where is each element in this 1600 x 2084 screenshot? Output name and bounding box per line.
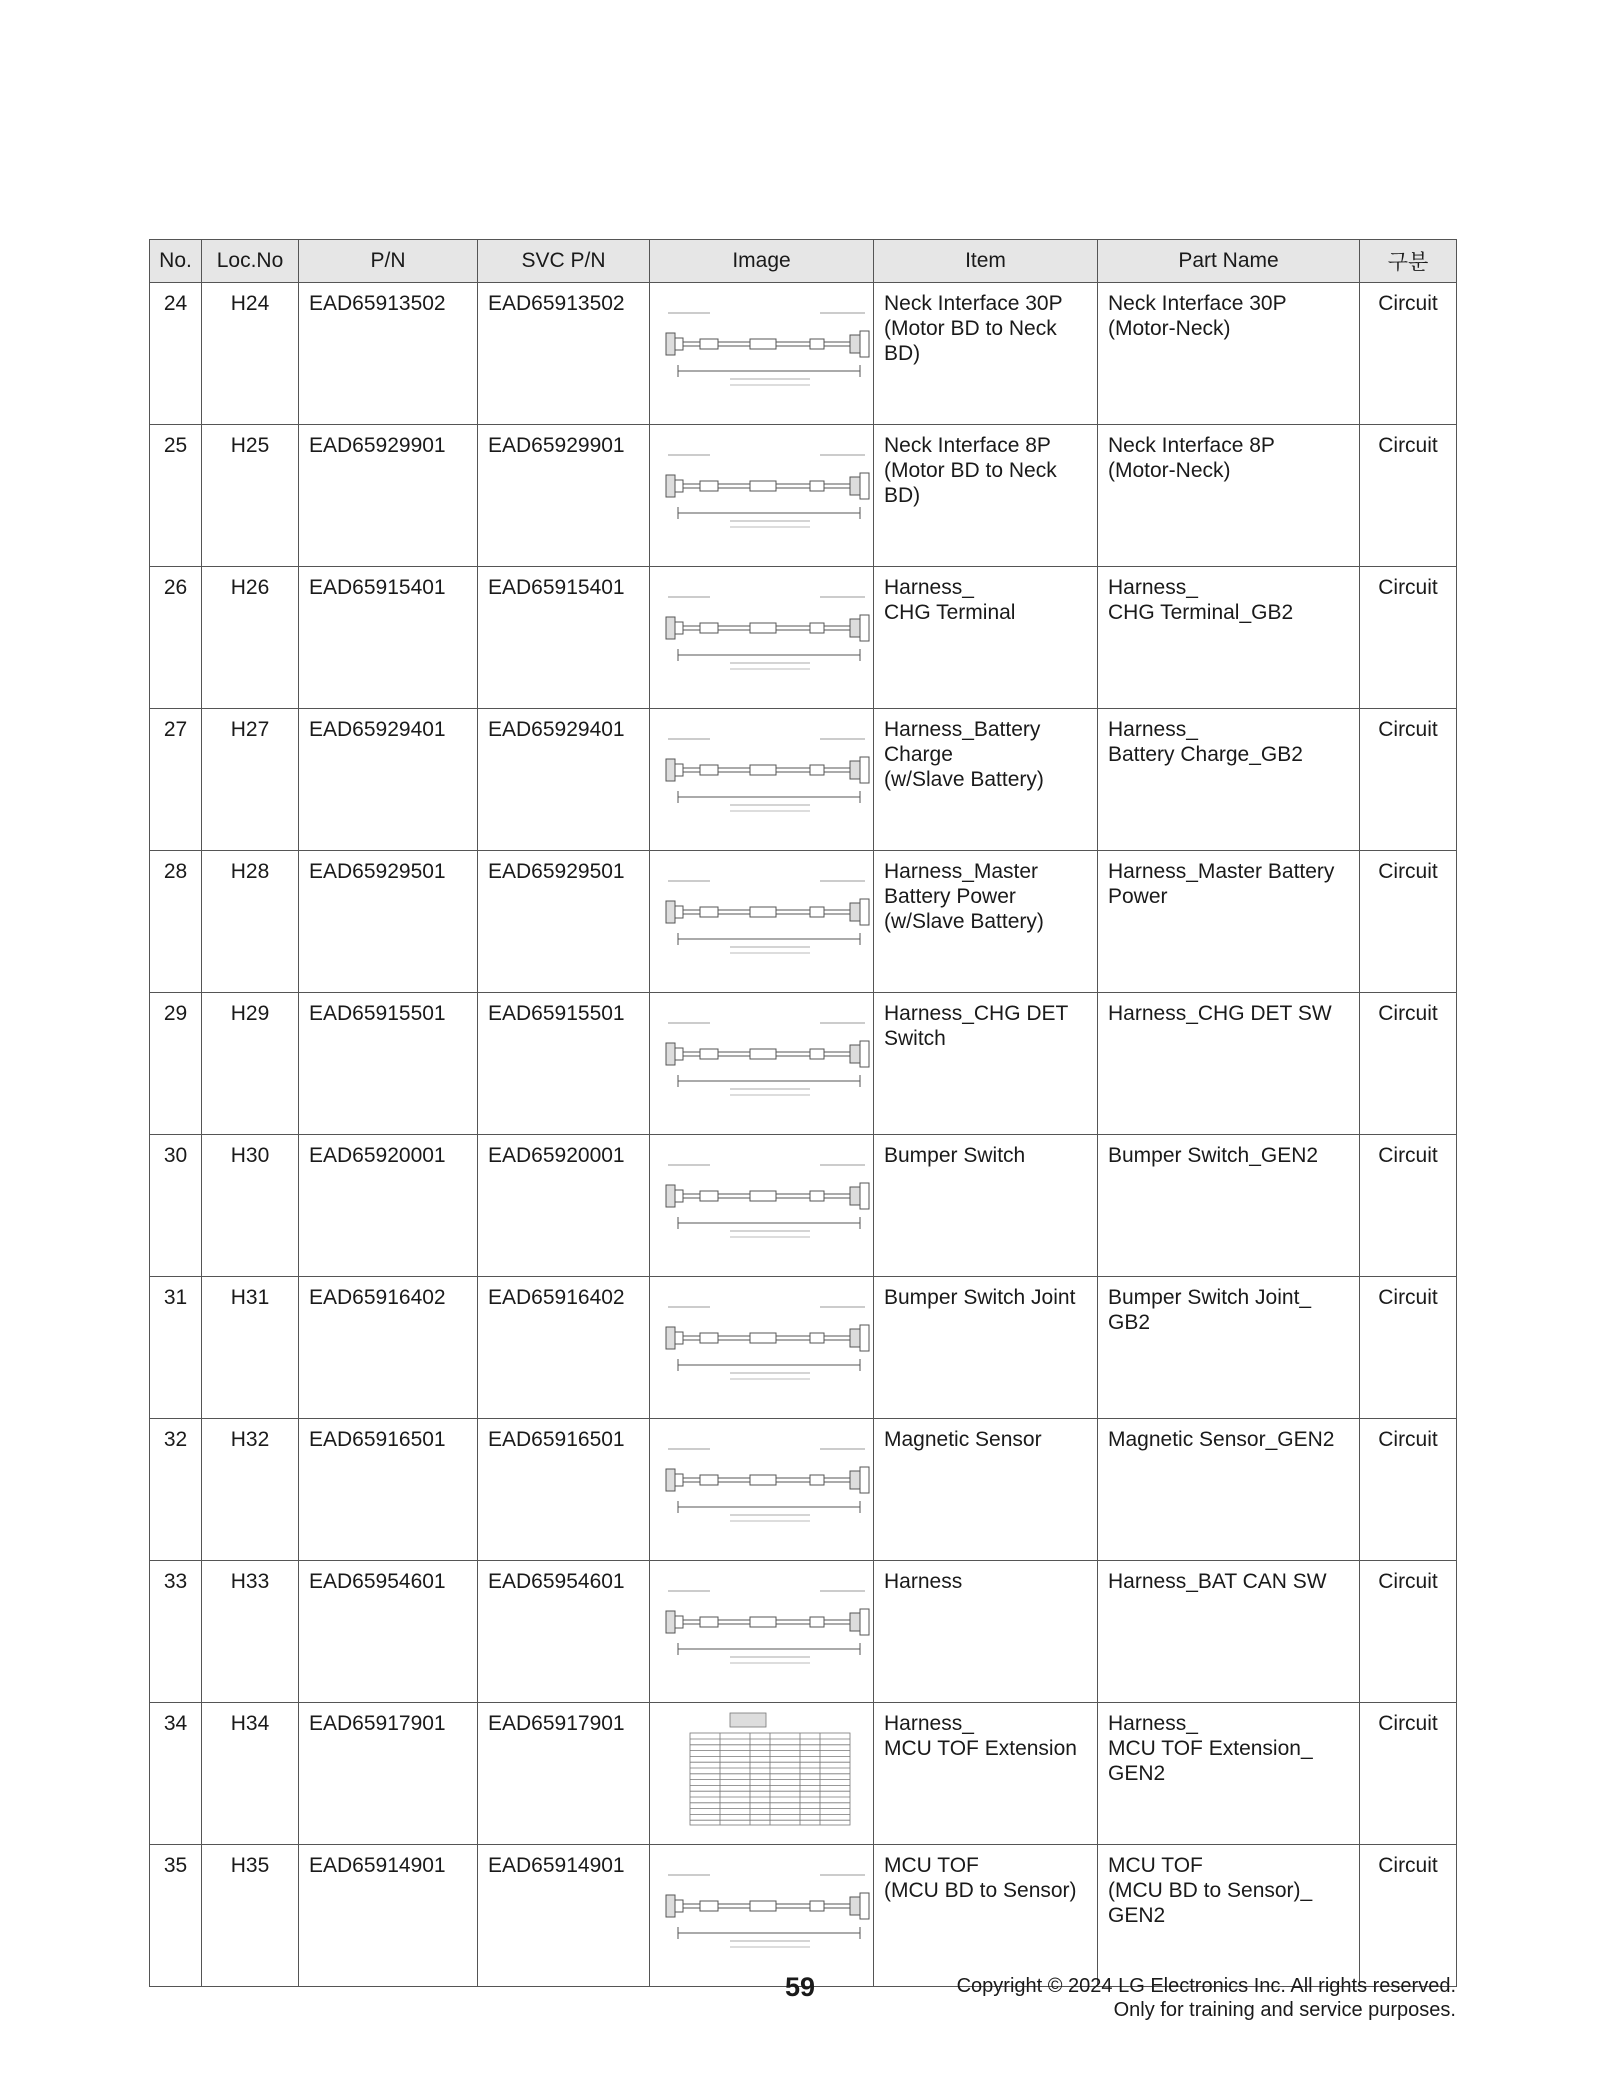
header-part-name: Part Name — [1098, 240, 1360, 283]
row-number: 28 — [150, 851, 202, 993]
item-description-line: (w/Slave Battery) — [884, 768, 1044, 791]
row-number: 32 — [150, 1419, 202, 1561]
location-number: H30 — [202, 1135, 299, 1277]
category: Circuit — [1360, 1419, 1457, 1561]
item-description-line: MCU TOF Extension — [884, 1737, 1077, 1760]
svc-part-number: EAD65916501 — [478, 1419, 650, 1561]
part-image — [650, 1845, 874, 1987]
table-row — [150, 1561, 1457, 1703]
table-row — [150, 993, 1457, 1135]
part-name — [1098, 1561, 1360, 1703]
part-name-line: Bumper Switch_GEN2 — [1108, 1144, 1319, 1167]
location-number: H32 — [202, 1419, 299, 1561]
category: Circuit — [1360, 1561, 1457, 1703]
part-name-line: Neck Interface 8P — [1108, 434, 1275, 457]
item-description — [874, 851, 1098, 993]
item-description-line: Harness_ — [884, 576, 974, 599]
item-description-line: (w/Slave Battery) — [884, 910, 1044, 933]
part-number: EAD65920001 — [299, 1135, 478, 1277]
item-description-line: BD) — [884, 484, 921, 507]
category: Circuit — [1360, 283, 1457, 425]
location-number: H34 — [202, 1703, 299, 1845]
item-description-line: Harness_Master — [884, 860, 1039, 883]
item-description-line: (Motor BD to Neck — [884, 317, 1057, 340]
part-name-line: Harness_BAT CAN SW — [1108, 1570, 1327, 1593]
part-number: EAD65916402 — [299, 1277, 478, 1419]
category: Circuit — [1360, 1135, 1457, 1277]
part-name-line: CHG Terminal_GB2 — [1108, 601, 1294, 624]
item-description-line: Neck Interface 30P — [884, 292, 1063, 315]
part-name — [1098, 993, 1360, 1135]
part-name-line: Harness_Master Battery — [1108, 860, 1335, 883]
item-description — [874, 425, 1098, 567]
item-description-line: BD) — [884, 342, 921, 365]
item-description-line: MCU TOF — [884, 1854, 979, 1877]
location-number: H28 — [202, 851, 299, 993]
part-name — [1098, 709, 1360, 851]
cable-drawing-icon — [660, 1143, 876, 1261]
row-number: 26 — [150, 567, 202, 709]
item-description-line: Harness_ — [884, 1712, 974, 1735]
part-number: EAD65915501 — [299, 993, 478, 1135]
item-description-line: Neck Interface 8P — [884, 434, 1051, 457]
part-name-line: (Motor-Neck) — [1108, 459, 1231, 482]
parts-table — [149, 239, 1457, 1987]
header-item: Item — [874, 240, 1098, 283]
part-name — [1098, 283, 1360, 425]
table-row — [150, 709, 1457, 851]
location-number: H27 — [202, 709, 299, 851]
table-row — [150, 283, 1457, 425]
part-name — [1098, 567, 1360, 709]
location-number: H25 — [202, 425, 299, 567]
part-name-line: Bumper Switch Joint_ — [1108, 1286, 1312, 1309]
category: Circuit — [1360, 567, 1457, 709]
row-number: 27 — [150, 709, 202, 851]
svc-part-number: EAD65916402 — [478, 1277, 650, 1419]
cable-drawing-icon — [660, 1001, 876, 1119]
item-description-line: CHG Terminal — [884, 601, 1016, 624]
part-name-line: Harness_ — [1108, 576, 1198, 599]
category: Circuit — [1360, 851, 1457, 993]
part-name-line: GB2 — [1108, 1311, 1151, 1334]
item-description-line: (Motor BD to Neck — [884, 459, 1057, 482]
copyright-line-1: Copyright © 2024 LG Electronics Inc. All rights reserved. — [956, 1975, 1456, 1997]
part-image — [650, 1703, 874, 1845]
table-row — [150, 1419, 1457, 1561]
row-number: 31 — [150, 1277, 202, 1419]
part-number: EAD65929901 — [299, 425, 478, 567]
cable-drawing-icon — [660, 717, 876, 835]
part-name-line: MCU TOF Extension_ — [1108, 1737, 1313, 1760]
part-name — [1098, 1703, 1360, 1845]
item-description-line: (MCU BD to Sensor) — [884, 1879, 1077, 1902]
table-row — [150, 1277, 1457, 1419]
item-description — [874, 567, 1098, 709]
item-description-line: Harness_CHG DET — [884, 1002, 1069, 1025]
item-description-line: Magnetic Sensor — [884, 1428, 1042, 1451]
item-description-line: Harness_Battery — [884, 718, 1041, 741]
part-number: EAD65915401 — [299, 567, 478, 709]
location-number: H33 — [202, 1561, 299, 1703]
part-name-line: MCU TOF — [1108, 1854, 1203, 1877]
location-number: H31 — [202, 1277, 299, 1419]
location-number: H24 — [202, 283, 299, 425]
item-description-line: Bumper Switch — [884, 1144, 1026, 1167]
svc-part-number: EAD65915401 — [478, 567, 650, 709]
part-image — [650, 1561, 874, 1703]
part-number: EAD65929401 — [299, 709, 478, 851]
part-name-line: Battery Charge_GB2 — [1108, 743, 1303, 766]
category: Circuit — [1360, 425, 1457, 567]
part-number: EAD65954601 — [299, 1561, 478, 1703]
row-number: 30 — [150, 1135, 202, 1277]
table-row — [150, 567, 1457, 709]
item-description — [874, 1135, 1098, 1277]
cable-drawing-icon — [660, 859, 876, 977]
part-number: EAD65917901 — [299, 1703, 478, 1845]
part-name-line: GEN2 — [1108, 1762, 1166, 1785]
part-name-line: Magnetic Sensor_GEN2 — [1108, 1428, 1335, 1451]
cable-drawing-icon — [660, 1427, 876, 1545]
svc-part-number: EAD65920001 — [478, 1135, 650, 1277]
part-image — [650, 993, 874, 1135]
location-number: H35 — [202, 1845, 299, 1987]
part-name — [1098, 851, 1360, 993]
item-description-line: Charge — [884, 743, 953, 766]
row-number: 25 — [150, 425, 202, 567]
row-number: 34 — [150, 1703, 202, 1845]
table-row — [150, 425, 1457, 567]
page-number: 59 — [784, 1972, 816, 2002]
header-image: Image — [650, 240, 874, 283]
part-number: EAD65914901 — [299, 1845, 478, 1987]
svc-part-number: EAD65917901 — [478, 1703, 650, 1845]
cable-drawing-icon — [660, 1853, 876, 1971]
table-row — [150, 1845, 1457, 1987]
item-description — [874, 1703, 1098, 1845]
part-name — [1098, 1135, 1360, 1277]
category: Circuit — [1360, 709, 1457, 851]
svc-part-number: EAD65954601 — [478, 1561, 650, 1703]
table-row — [150, 1703, 1457, 1845]
item-description — [874, 1277, 1098, 1419]
copyright-line-2: Only for training and service purposes. — [1113, 1999, 1456, 2021]
header-no: No. — [150, 240, 202, 283]
svc-part-number: EAD65914901 — [478, 1845, 650, 1987]
part-image — [650, 567, 874, 709]
item-description — [874, 283, 1098, 425]
copyright-notice — [957, 1974, 1456, 2022]
svc-part-number: EAD65929901 — [478, 425, 650, 567]
category: Circuit — [1360, 1703, 1457, 1845]
part-name-line: Power — [1108, 885, 1168, 908]
item-description — [874, 993, 1098, 1135]
cable-drawing-icon — [660, 1285, 876, 1403]
svc-part-number: EAD65913502 — [478, 283, 650, 425]
header-pn: P/N — [299, 240, 478, 283]
item-description — [874, 709, 1098, 851]
part-name-line: (MCU BD to Sensor)_ — [1108, 1879, 1313, 1902]
item-description — [874, 1419, 1098, 1561]
part-name-line: Harness_CHG DET SW — [1108, 1002, 1332, 1025]
table-row — [150, 851, 1457, 993]
category: Circuit — [1360, 1277, 1457, 1419]
part-image — [650, 709, 874, 851]
item-description-line: Bumper Switch Joint — [884, 1286, 1076, 1309]
header-category: 구분 — [1360, 240, 1457, 283]
row-number: 24 — [150, 283, 202, 425]
pinout-table-drawing-icon — [660, 1711, 876, 1829]
part-name — [1098, 425, 1360, 567]
item-description-line: Harness — [884, 1570, 963, 1593]
item-description-line: Switch — [884, 1027, 946, 1050]
category: Circuit — [1360, 1845, 1457, 1987]
part-number: EAD65916501 — [299, 1419, 478, 1561]
header-svc-pn: SVC P/N — [478, 240, 650, 283]
part-number: EAD65929501 — [299, 851, 478, 993]
location-number: H26 — [202, 567, 299, 709]
location-number: H29 — [202, 993, 299, 1135]
table-row — [150, 1135, 1457, 1277]
header-loc-no: Loc.No — [202, 240, 299, 283]
category: Circuit — [1360, 993, 1457, 1135]
part-name-line: Harness_ — [1108, 1712, 1198, 1735]
part-name — [1098, 1419, 1360, 1561]
cable-drawing-icon — [660, 291, 876, 409]
cable-drawing-icon — [660, 433, 876, 551]
svc-part-number: EAD65929401 — [478, 709, 650, 851]
part-image — [650, 1277, 874, 1419]
item-description — [874, 1561, 1098, 1703]
part-name — [1098, 1845, 1360, 1987]
part-name — [1098, 1277, 1360, 1419]
part-image — [650, 851, 874, 993]
part-image — [650, 283, 874, 425]
item-description-line: Battery Power — [884, 885, 1016, 908]
cable-drawing-icon — [660, 1569, 876, 1687]
part-name-line: GEN2 — [1108, 1904, 1166, 1927]
part-image — [650, 425, 874, 567]
part-number: EAD65913502 — [299, 283, 478, 425]
row-number: 29 — [150, 993, 202, 1135]
part-name-line: Harness_ — [1108, 718, 1198, 741]
part-name-line: (Motor-Neck) — [1108, 317, 1231, 340]
part-image — [650, 1419, 874, 1561]
svc-part-number: EAD65929501 — [478, 851, 650, 993]
table-header-row — [150, 240, 1457, 283]
part-name-line: Neck Interface 30P — [1108, 292, 1287, 315]
part-image — [650, 1135, 874, 1277]
cable-drawing-icon — [660, 575, 876, 693]
row-number: 33 — [150, 1561, 202, 1703]
svc-part-number: EAD65915501 — [478, 993, 650, 1135]
row-number: 35 — [150, 1845, 202, 1987]
item-description — [874, 1845, 1098, 1987]
